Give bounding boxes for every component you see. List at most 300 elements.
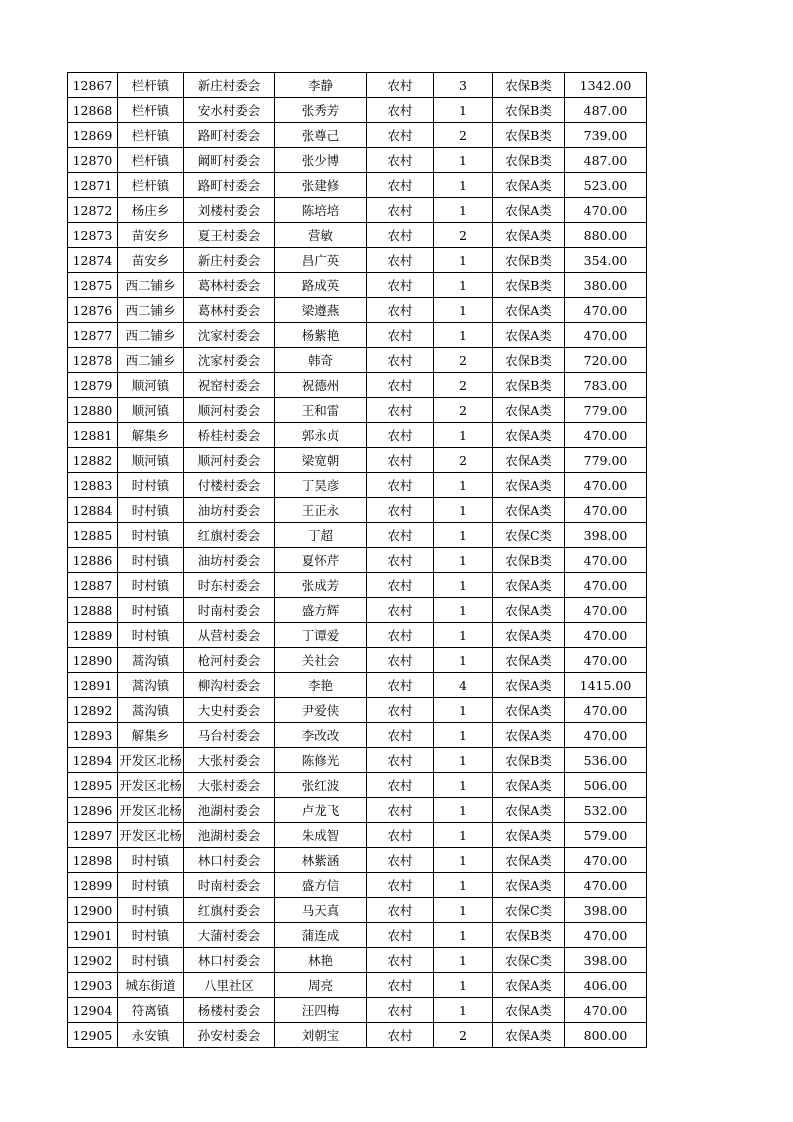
person-name-cell: 蒲连成 xyxy=(275,923,367,948)
person-name-cell: 马天真 xyxy=(275,898,367,923)
member-count-cell: 1 xyxy=(434,848,493,873)
table-row xyxy=(68,923,647,948)
village-cell: 安水村委会 xyxy=(184,98,275,123)
household-type-cell: 农村 xyxy=(367,548,434,573)
record-id-cell: 12895 xyxy=(68,773,118,798)
table-row xyxy=(68,598,647,623)
village-cell: 时南村委会 xyxy=(184,873,275,898)
town-cell: 时村镇 xyxy=(118,923,184,948)
record-id-cell: 12902 xyxy=(68,948,118,973)
insurance-category-cell: 农保B类 xyxy=(493,73,565,98)
person-name-cell: 韩奇 xyxy=(275,348,367,373)
table-row xyxy=(68,698,647,723)
table-row xyxy=(68,348,647,373)
household-type-cell: 农村 xyxy=(367,773,434,798)
household-type-cell: 农村 xyxy=(367,873,434,898)
table-row xyxy=(68,623,647,648)
insurance-category-cell: 农保B类 xyxy=(493,148,565,173)
amount-cell: 398.00 xyxy=(565,898,647,923)
town-cell: 时村镇 xyxy=(118,473,184,498)
person-name-cell: 卢龙飞 xyxy=(275,798,367,823)
household-type-cell: 农村 xyxy=(367,798,434,823)
insurance-category-cell: 农保A类 xyxy=(493,873,565,898)
table-row xyxy=(68,373,647,398)
table-row xyxy=(68,948,647,973)
table-row xyxy=(68,423,647,448)
household-type-cell: 农村 xyxy=(367,673,434,698)
table-row xyxy=(68,1023,647,1048)
town-cell: 栏杆镇 xyxy=(118,73,184,98)
person-name-cell: 朱成智 xyxy=(275,823,367,848)
household-type-cell: 农村 xyxy=(367,73,434,98)
insurance-category-cell: 农保A类 xyxy=(493,673,565,698)
household-type-cell: 农村 xyxy=(367,748,434,773)
member-count-cell: 1 xyxy=(434,973,493,998)
town-cell: 解集乡 xyxy=(118,723,184,748)
town-cell: 时村镇 xyxy=(118,523,184,548)
person-name-cell: 张少博 xyxy=(275,148,367,173)
village-cell: 阚町村委会 xyxy=(184,148,275,173)
record-id-cell: 12874 xyxy=(68,248,118,273)
household-type-cell: 农村 xyxy=(367,248,434,273)
insurance-category-cell: 农保A类 xyxy=(493,473,565,498)
member-count-cell: 2 xyxy=(434,348,493,373)
amount-cell: 470.00 xyxy=(565,648,647,673)
insurance-category-cell: 农保A类 xyxy=(493,423,565,448)
member-count-cell: 1 xyxy=(434,148,493,173)
town-cell: 时村镇 xyxy=(118,498,184,523)
record-id-cell: 12900 xyxy=(68,898,118,923)
insurance-category-cell: 农保A类 xyxy=(493,698,565,723)
member-count-cell: 1 xyxy=(434,298,493,323)
town-cell: 开发区北杨 xyxy=(118,773,184,798)
village-cell: 大史村委会 xyxy=(184,698,275,723)
amount-cell: 720.00 xyxy=(565,348,647,373)
person-name-cell: 李艳 xyxy=(275,673,367,698)
table-row xyxy=(68,823,647,848)
village-cell: 大蒲村委会 xyxy=(184,923,275,948)
member-count-cell: 2 xyxy=(434,1023,493,1048)
record-id-cell: 12879 xyxy=(68,373,118,398)
household-type-cell: 农村 xyxy=(367,498,434,523)
amount-cell: 579.00 xyxy=(565,823,647,848)
town-cell: 时村镇 xyxy=(118,598,184,623)
person-name-cell: 陈修光 xyxy=(275,748,367,773)
member-count-cell: 2 xyxy=(434,448,493,473)
record-id-cell: 12896 xyxy=(68,798,118,823)
village-cell: 柳沟村委会 xyxy=(184,673,275,698)
table-row xyxy=(68,123,647,148)
town-cell: 西二铺乡 xyxy=(118,273,184,298)
table-row xyxy=(68,873,647,898)
insurance-category-cell: 农保B类 xyxy=(493,273,565,298)
town-cell: 西二铺乡 xyxy=(118,348,184,373)
record-id-cell: 12905 xyxy=(68,1023,118,1048)
household-type-cell: 农村 xyxy=(367,1023,434,1048)
record-id-cell: 12890 xyxy=(68,648,118,673)
household-type-cell: 农村 xyxy=(367,598,434,623)
amount-cell: 536.00 xyxy=(565,748,647,773)
amount-cell: 470.00 xyxy=(565,323,647,348)
insurance-category-cell: 农保A类 xyxy=(493,973,565,998)
village-cell: 时南村委会 xyxy=(184,598,275,623)
household-type-cell: 农村 xyxy=(367,523,434,548)
amount-cell: 470.00 xyxy=(565,598,647,623)
village-cell: 林口村委会 xyxy=(184,948,275,973)
amount-cell: 470.00 xyxy=(565,998,647,1023)
person-name-cell: 汪四梅 xyxy=(275,998,367,1023)
insurance-category-cell: 农保A类 xyxy=(493,498,565,523)
insurance-category-cell: 农保A类 xyxy=(493,798,565,823)
amount-cell: 406.00 xyxy=(565,973,647,998)
household-type-cell: 农村 xyxy=(367,348,434,373)
town-cell: 时村镇 xyxy=(118,898,184,923)
member-count-cell: 1 xyxy=(434,323,493,348)
insurance-category-cell: 农保A类 xyxy=(493,198,565,223)
insurance-category-cell: 农保A类 xyxy=(493,598,565,623)
amount-cell: 779.00 xyxy=(565,448,647,473)
table-row xyxy=(68,148,647,173)
town-cell: 苗安乡 xyxy=(118,223,184,248)
person-name-cell: 盛方辉 xyxy=(275,598,367,623)
person-name-cell: 李改改 xyxy=(275,723,367,748)
table-row xyxy=(68,998,647,1023)
town-cell: 栏杆镇 xyxy=(118,173,184,198)
person-name-cell: 夏怀芹 xyxy=(275,548,367,573)
town-cell: 顺河镇 xyxy=(118,448,184,473)
person-name-cell: 关社会 xyxy=(275,648,367,673)
town-cell: 顺河镇 xyxy=(118,398,184,423)
member-count-cell: 1 xyxy=(434,698,493,723)
table-row xyxy=(68,98,647,123)
village-cell: 顺河村委会 xyxy=(184,448,275,473)
village-cell: 路町村委会 xyxy=(184,173,275,198)
record-id-cell: 12882 xyxy=(68,448,118,473)
amount-cell: 506.00 xyxy=(565,773,647,798)
record-id-cell: 12872 xyxy=(68,198,118,223)
person-name-cell: 梁宽朝 xyxy=(275,448,367,473)
village-cell: 路町村委会 xyxy=(184,123,275,148)
household-type-cell: 农村 xyxy=(367,698,434,723)
table-row xyxy=(68,398,647,423)
insurance-category-cell: 农保A类 xyxy=(493,223,565,248)
household-type-cell: 农村 xyxy=(367,448,434,473)
amount-cell: 470.00 xyxy=(565,548,647,573)
person-name-cell: 张建修 xyxy=(275,173,367,198)
town-cell: 顺河镇 xyxy=(118,373,184,398)
person-name-cell: 梁遵燕 xyxy=(275,298,367,323)
household-type-cell: 农村 xyxy=(367,123,434,148)
household-type-cell: 农村 xyxy=(367,423,434,448)
household-type-cell: 农村 xyxy=(367,323,434,348)
table-row xyxy=(68,973,647,998)
member-count-cell: 4 xyxy=(434,673,493,698)
table-row xyxy=(68,673,647,698)
member-count-cell: 1 xyxy=(434,623,493,648)
household-type-cell: 农村 xyxy=(367,298,434,323)
amount-cell: 739.00 xyxy=(565,123,647,148)
person-name-cell: 林紫涵 xyxy=(275,848,367,873)
insurance-category-cell: 农保A类 xyxy=(493,1023,565,1048)
person-name-cell: 昌广英 xyxy=(275,248,367,273)
record-id-cell: 12899 xyxy=(68,873,118,898)
insurance-category-cell: 农保A类 xyxy=(493,823,565,848)
town-cell: 时村镇 xyxy=(118,873,184,898)
village-cell: 马台村委会 xyxy=(184,723,275,748)
insurance-category-cell: 农保A类 xyxy=(493,648,565,673)
record-id-cell: 12870 xyxy=(68,148,118,173)
record-id-cell: 12886 xyxy=(68,548,118,573)
town-cell: 时村镇 xyxy=(118,573,184,598)
town-cell: 城东街道 xyxy=(118,973,184,998)
amount-cell: 470.00 xyxy=(565,623,647,648)
table-row xyxy=(68,223,647,248)
record-id-cell: 12903 xyxy=(68,973,118,998)
town-cell: 蒿沟镇 xyxy=(118,648,184,673)
insurance-category-cell: 农保B类 xyxy=(493,923,565,948)
member-count-cell: 3 xyxy=(434,73,493,98)
person-name-cell: 丁超 xyxy=(275,523,367,548)
amount-cell: 470.00 xyxy=(565,923,647,948)
amount-cell: 487.00 xyxy=(565,148,647,173)
member-count-cell: 1 xyxy=(434,948,493,973)
table-row xyxy=(68,523,647,548)
village-cell: 油坊村委会 xyxy=(184,548,275,573)
household-type-cell: 农村 xyxy=(367,398,434,423)
insurance-category-cell: 农保A类 xyxy=(493,773,565,798)
town-cell: 西二铺乡 xyxy=(118,298,184,323)
amount-cell: 783.00 xyxy=(565,373,647,398)
member-count-cell: 1 xyxy=(434,498,493,523)
member-count-cell: 1 xyxy=(434,998,493,1023)
amount-cell: 470.00 xyxy=(565,698,647,723)
person-name-cell: 张秀芳 xyxy=(275,98,367,123)
insurance-category-cell: 农保A类 xyxy=(493,448,565,473)
insurance-category-cell: 农保B类 xyxy=(493,748,565,773)
amount-cell: 470.00 xyxy=(565,298,647,323)
village-cell: 葛林村委会 xyxy=(184,298,275,323)
member-count-cell: 1 xyxy=(434,898,493,923)
insurance-category-cell: 农保A类 xyxy=(493,298,565,323)
record-id-cell: 12875 xyxy=(68,273,118,298)
record-id-cell: 12887 xyxy=(68,573,118,598)
record-id-cell: 12873 xyxy=(68,223,118,248)
amount-cell: 1415.00 xyxy=(565,673,647,698)
amount-cell: 470.00 xyxy=(565,198,647,223)
member-count-cell: 1 xyxy=(434,248,493,273)
record-id-cell: 12893 xyxy=(68,723,118,748)
village-cell: 孙安村委会 xyxy=(184,1023,275,1048)
person-name-cell: 周亮 xyxy=(275,973,367,998)
table-row xyxy=(68,748,647,773)
town-cell: 开发区北杨 xyxy=(118,823,184,848)
town-cell: 苗安乡 xyxy=(118,248,184,273)
person-name-cell: 丁昊彦 xyxy=(275,473,367,498)
record-id-cell: 12871 xyxy=(68,173,118,198)
town-cell: 开发区北杨 xyxy=(118,798,184,823)
town-cell: 栏杆镇 xyxy=(118,148,184,173)
town-cell: 西二铺乡 xyxy=(118,323,184,348)
insurance-category-cell: 农保A类 xyxy=(493,573,565,598)
amount-cell: 354.00 xyxy=(565,248,647,273)
table-row xyxy=(68,848,647,873)
person-name-cell: 丁谭爱 xyxy=(275,623,367,648)
member-count-cell: 1 xyxy=(434,523,493,548)
record-id-cell: 12883 xyxy=(68,473,118,498)
table-row xyxy=(68,473,647,498)
household-type-cell: 农村 xyxy=(367,148,434,173)
village-cell: 夏王村委会 xyxy=(184,223,275,248)
member-count-cell: 1 xyxy=(434,173,493,198)
insurance-category-cell: 农保A类 xyxy=(493,623,565,648)
village-cell: 付楼村委会 xyxy=(184,473,275,498)
person-name-cell: 王正永 xyxy=(275,498,367,523)
person-name-cell: 林艳 xyxy=(275,948,367,973)
insurance-category-cell: 农保B类 xyxy=(493,348,565,373)
amount-cell: 470.00 xyxy=(565,573,647,598)
person-name-cell: 尹爱侠 xyxy=(275,698,367,723)
village-cell: 大张村委会 xyxy=(184,773,275,798)
insurance-category-cell: 农保B类 xyxy=(493,373,565,398)
village-cell: 从营村委会 xyxy=(184,623,275,648)
person-name-cell: 路成英 xyxy=(275,273,367,298)
record-id-cell: 12904 xyxy=(68,998,118,1023)
table-row xyxy=(68,723,647,748)
table-row xyxy=(68,773,647,798)
household-type-cell: 农村 xyxy=(367,223,434,248)
household-type-cell: 农村 xyxy=(367,573,434,598)
insurance-category-cell: 农保A类 xyxy=(493,848,565,873)
town-cell: 符离镇 xyxy=(118,998,184,1023)
amount-cell: 470.00 xyxy=(565,723,647,748)
town-cell: 时村镇 xyxy=(118,848,184,873)
amount-cell: 487.00 xyxy=(565,98,647,123)
insurance-category-cell: 农保C类 xyxy=(493,948,565,973)
town-cell: 蒿沟镇 xyxy=(118,673,184,698)
village-cell: 杨楼村委会 xyxy=(184,998,275,1023)
person-name-cell: 王和雷 xyxy=(275,398,367,423)
member-count-cell: 1 xyxy=(434,548,493,573)
village-cell: 时东村委会 xyxy=(184,573,275,598)
amount-cell: 470.00 xyxy=(565,423,647,448)
records-table-body xyxy=(68,73,647,1048)
record-id-cell: 12876 xyxy=(68,298,118,323)
village-cell: 池湖村委会 xyxy=(184,798,275,823)
town-cell: 栏杆镇 xyxy=(118,98,184,123)
person-name-cell: 杨紫艳 xyxy=(275,323,367,348)
amount-cell: 1342.00 xyxy=(565,73,647,98)
insurance-category-cell: 农保C类 xyxy=(493,898,565,923)
record-id-cell: 12881 xyxy=(68,423,118,448)
person-name-cell: 张红波 xyxy=(275,773,367,798)
insurance-category-cell: 农保A类 xyxy=(493,998,565,1023)
amount-cell: 470.00 xyxy=(565,473,647,498)
household-type-cell: 农村 xyxy=(367,823,434,848)
insurance-category-cell: 农保A类 xyxy=(493,398,565,423)
table-row xyxy=(68,448,647,473)
amount-cell: 380.00 xyxy=(565,273,647,298)
record-id-cell: 12889 xyxy=(68,623,118,648)
member-count-cell: 1 xyxy=(434,198,493,223)
household-type-cell: 农村 xyxy=(367,848,434,873)
record-id-cell: 12868 xyxy=(68,98,118,123)
amount-cell: 800.00 xyxy=(565,1023,647,1048)
village-cell: 顺河村委会 xyxy=(184,398,275,423)
table-row xyxy=(68,198,647,223)
village-cell: 林口村委会 xyxy=(184,848,275,873)
amount-cell: 398.00 xyxy=(565,523,647,548)
record-id-cell: 12884 xyxy=(68,498,118,523)
member-count-cell: 1 xyxy=(434,773,493,798)
insurance-category-cell: 农保B类 xyxy=(493,123,565,148)
record-id-cell: 12898 xyxy=(68,848,118,873)
table-row xyxy=(68,498,647,523)
amount-cell: 470.00 xyxy=(565,498,647,523)
village-cell: 油坊村委会 xyxy=(184,498,275,523)
person-name-cell: 李静 xyxy=(275,73,367,98)
village-cell: 枪河村委会 xyxy=(184,648,275,673)
person-name-cell: 营敏 xyxy=(275,223,367,248)
table-row xyxy=(68,648,647,673)
records-table xyxy=(67,72,647,1048)
member-count-cell: 1 xyxy=(434,473,493,498)
member-count-cell: 1 xyxy=(434,598,493,623)
member-count-cell: 1 xyxy=(434,573,493,598)
household-type-cell: 农村 xyxy=(367,473,434,498)
household-type-cell: 农村 xyxy=(367,98,434,123)
member-count-cell: 1 xyxy=(434,98,493,123)
village-cell: 池湖村委会 xyxy=(184,823,275,848)
village-cell: 大张村委会 xyxy=(184,748,275,773)
town-cell: 时村镇 xyxy=(118,623,184,648)
person-name-cell: 陈培培 xyxy=(275,198,367,223)
person-name-cell: 刘朝宝 xyxy=(275,1023,367,1048)
town-cell: 时村镇 xyxy=(118,548,184,573)
insurance-category-cell: 农保A类 xyxy=(493,173,565,198)
record-id-cell: 12892 xyxy=(68,698,118,723)
amount-cell: 523.00 xyxy=(565,173,647,198)
village-cell: 八里社区 xyxy=(184,973,275,998)
amount-cell: 470.00 xyxy=(565,873,647,898)
person-name-cell: 张尊己 xyxy=(275,123,367,148)
village-cell: 红旗村委会 xyxy=(184,898,275,923)
table-row xyxy=(68,73,647,98)
table-row xyxy=(68,173,647,198)
member-count-cell: 1 xyxy=(434,648,493,673)
table-row xyxy=(68,248,647,273)
household-type-cell: 农村 xyxy=(367,898,434,923)
household-type-cell: 农村 xyxy=(367,273,434,298)
household-type-cell: 农村 xyxy=(367,998,434,1023)
village-cell: 沈家村委会 xyxy=(184,323,275,348)
village-cell: 沈家村委会 xyxy=(184,348,275,373)
member-count-cell: 2 xyxy=(434,398,493,423)
insurance-category-cell: 农保B类 xyxy=(493,548,565,573)
village-cell: 桥桂村委会 xyxy=(184,423,275,448)
town-cell: 永安镇 xyxy=(118,1023,184,1048)
insurance-category-cell: 农保A类 xyxy=(493,723,565,748)
record-id-cell: 12878 xyxy=(68,348,118,373)
village-cell: 红旗村委会 xyxy=(184,523,275,548)
insurance-category-cell: 农保C类 xyxy=(493,523,565,548)
table-row xyxy=(68,548,647,573)
table-row xyxy=(68,323,647,348)
household-type-cell: 农村 xyxy=(367,948,434,973)
village-cell: 新庄村委会 xyxy=(184,248,275,273)
village-cell: 葛林村委会 xyxy=(184,273,275,298)
amount-cell: 880.00 xyxy=(565,223,647,248)
town-cell: 开发区北杨 xyxy=(118,748,184,773)
